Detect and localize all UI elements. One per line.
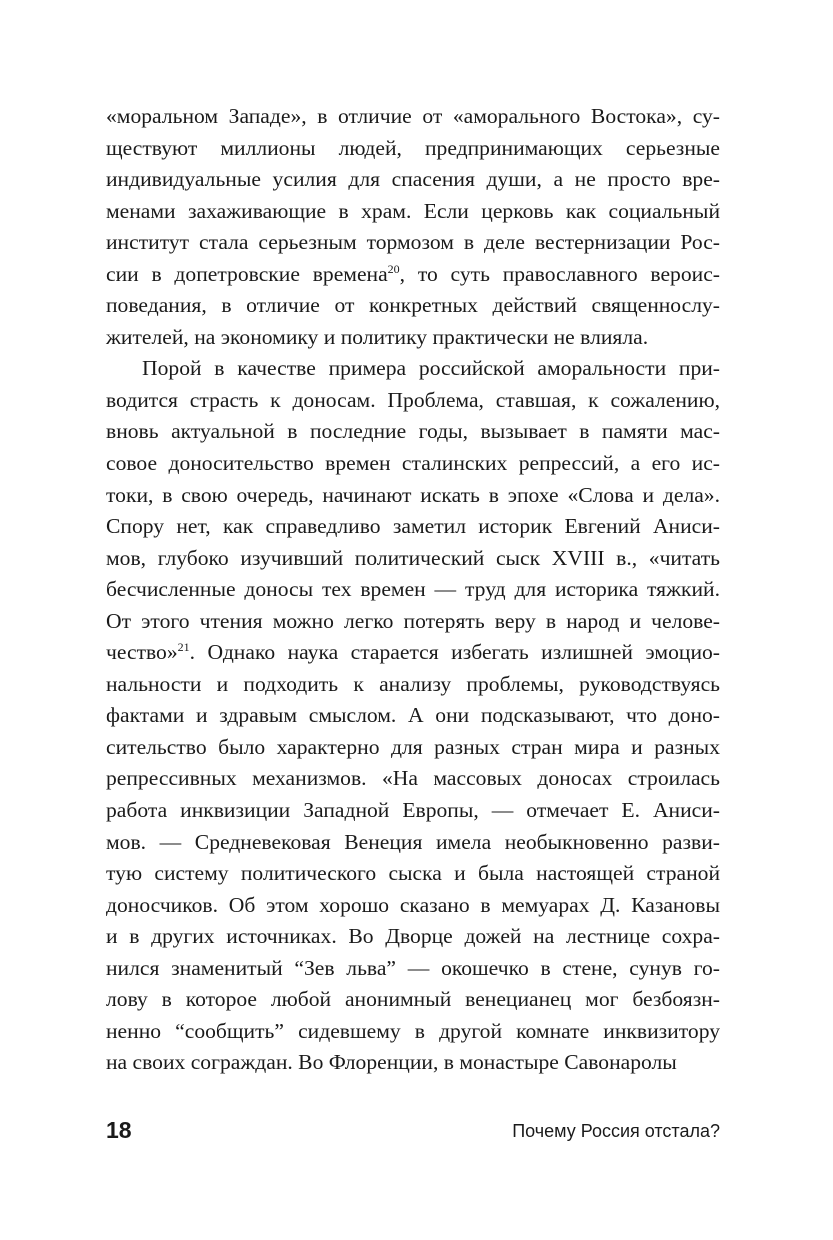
line-text: ществуют миллионы людей, предпринимающих серьезные <box>106 135 720 160</box>
text-line <box>106 574 720 606</box>
line-text: поведания, в отличие от конкретных действий священнослу- <box>106 293 720 318</box>
line-text: репрессивных механизмов. «На массовых доносах строилась <box>106 766 720 791</box>
line-text: совое доносительство времен сталинских репрессий, а его ис- <box>106 451 720 476</box>
line-text: ненно “сообщить” сидевшему в другой комнате инквизитору <box>106 1018 720 1043</box>
line-text: индивидуальные усилия для спасения души, а не просто вре- <box>106 167 720 192</box>
text-line <box>106 1016 720 1048</box>
text-line <box>106 827 720 859</box>
line-text: мов, глубоко изучивший политический сыск XVIII в., «читать <box>106 545 720 570</box>
text-line <box>106 290 720 322</box>
line-text: менами захаживающие в храм. Если церковь как социальный <box>106 198 720 223</box>
text-line <box>106 795 720 827</box>
line-text: Порой в качестве примера российской аморальности при- <box>142 356 720 381</box>
text-line <box>106 700 720 732</box>
text-line <box>106 732 720 764</box>
line-text-continued: , то суть православного вероис- <box>399 261 720 286</box>
text-line <box>106 921 720 953</box>
text-line <box>106 637 720 669</box>
line-text: на своих сограждан. Во Флоренции, в монастыре Савонаролы <box>106 1050 677 1075</box>
line-text: нился знаменитый “Зев льва” — окошечко в стене, сунув го- <box>106 955 720 980</box>
text-line <box>106 669 720 701</box>
text-line <box>106 196 720 228</box>
line-text: Спору нет, как справедливо заметил историк Евгений Аниси- <box>106 514 720 539</box>
page-footer <box>106 1114 720 1146</box>
line-text: тую систему политического сыска и была настоящей страной <box>106 861 720 886</box>
text-line <box>106 259 720 291</box>
text-line <box>106 164 720 196</box>
text-line <box>106 133 720 165</box>
line-text: лову в которое любой анонимный венецианец мог безбоязн- <box>106 987 720 1012</box>
text-line <box>106 858 720 890</box>
line-text: работа инквизиции Западной Европы, — отмечает Е. Аниси- <box>106 798 720 823</box>
line-text: «моральном Западе», в отличие от «аморального Востока», су- <box>106 104 720 128</box>
text-line <box>106 984 720 1016</box>
line-text: нальности и подходить к анализу проблемы, руководствуясь <box>106 671 720 696</box>
paragraph <box>106 353 720 1079</box>
line-text-continued: . Однако наука старается избегать излишней эмоцио- <box>189 640 720 665</box>
line-text: От этого чтения можно легко потерять веру в народ и челове- <box>106 608 720 633</box>
text-line <box>106 385 720 417</box>
text-line <box>106 101 720 133</box>
line-text: институт стала серьезным тормозом в деле вестернизации Рос- <box>106 230 720 255</box>
text-line <box>106 227 720 259</box>
text-line <box>106 353 720 385</box>
paragraph <box>106 101 720 353</box>
footnote-reference[interactable]: 21 <box>177 640 190 655</box>
text-line <box>106 953 720 985</box>
line-text: и в других источниках. Во Дворце дожей на лестнице сохра- <box>106 924 720 949</box>
text-line <box>106 511 720 543</box>
text-line <box>106 322 720 354</box>
line-text: водится страсть к доносам. Проблема, ставшая, к сожалению, <box>106 387 720 412</box>
text-line <box>106 480 720 512</box>
text-line <box>106 890 720 922</box>
line-text: доносчиков. Об этом хорошо сказано в мемуарах Д. Казановы <box>106 892 720 917</box>
text-line <box>106 606 720 638</box>
line-text: чество» <box>106 640 178 665</box>
page-number: 18 <box>106 1117 132 1143</box>
footnote-reference[interactable]: 20 <box>387 261 400 276</box>
running-title: Почему Россия отстала? <box>512 1121 720 1141</box>
body-text <box>106 101 720 1079</box>
line-text: токи, в свою очередь, начинают искать в эпохе «Слова и дела». <box>106 482 720 507</box>
line-text: мов. — Средневековая Венеция имела необыкновенно разви- <box>106 829 720 854</box>
line-text: фактами и здравым смыслом. А они подсказывают, что доно- <box>106 703 720 728</box>
line-text: сительство было характерно для разных стран мира и разных <box>106 734 720 759</box>
line-text: бесчисленные доносы тех времен — труд для историка тяжкий. <box>106 577 720 602</box>
text-line <box>106 1047 720 1079</box>
text-line <box>106 543 720 575</box>
text-line <box>106 763 720 795</box>
line-text: жителей, на экономику и политику практически не влияла. <box>106 324 649 349</box>
line-text: сии в допетровские времена <box>106 261 388 286</box>
text-line <box>106 448 720 480</box>
line-text: вновь актуальной в последние годы, вызывает в памяти мас- <box>106 419 720 444</box>
text-line <box>106 416 720 448</box>
